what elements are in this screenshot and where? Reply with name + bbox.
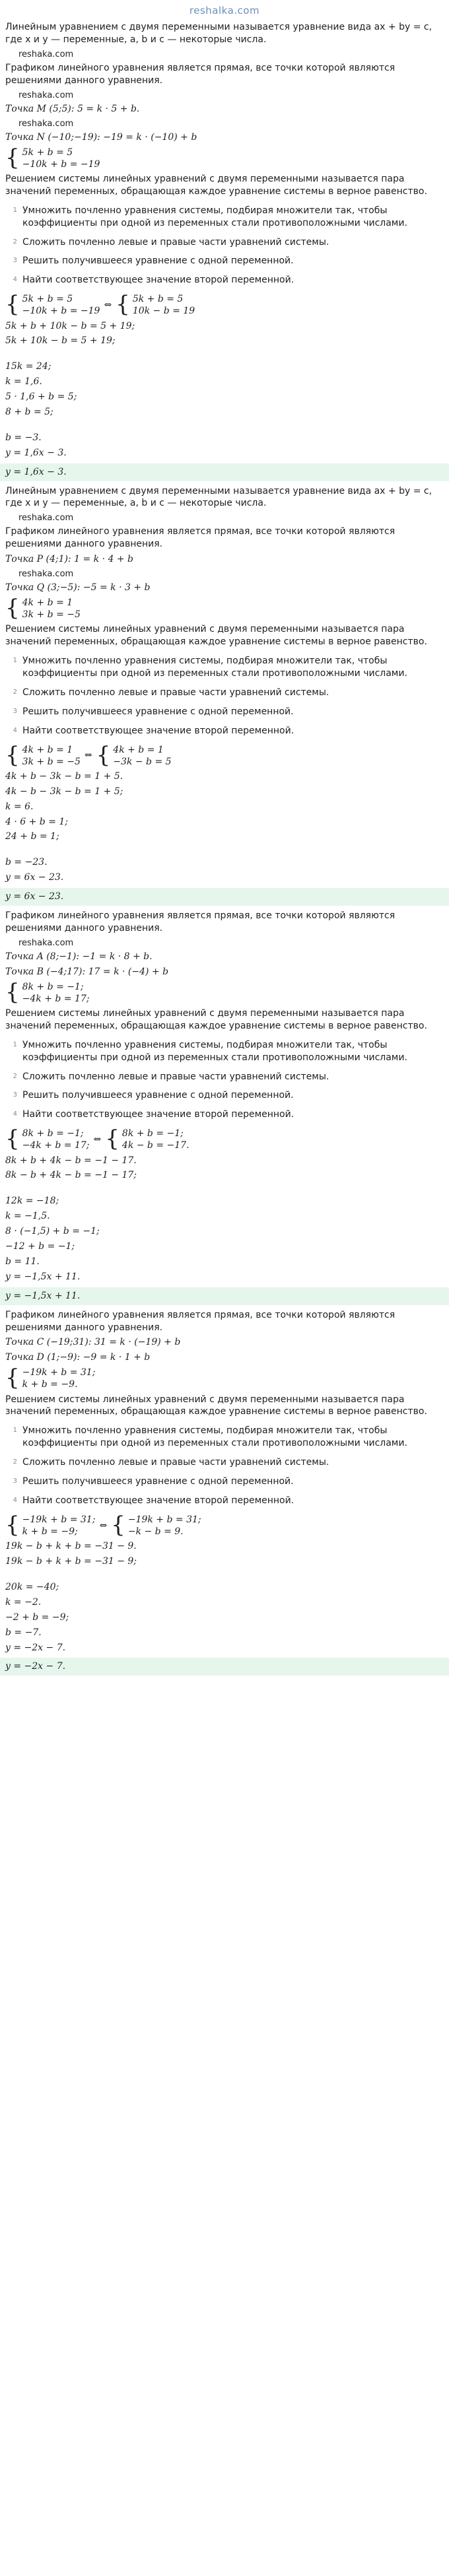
step-item: 3 Решить получившееся уравнение с одной переменной. <box>13 1090 294 1101</box>
system-line: −4k + b = 17; <box>22 1140 90 1151</box>
calc-line: 4k + b − 3k − b = 1 + 5. <box>5 770 123 782</box>
calc-line: −12 + b = −1; <box>5 1241 75 1252</box>
step-text: Сложить почленно левые и правые части уравнений системы. <box>22 236 329 248</box>
brace-icon: { <box>111 1511 125 1538</box>
brace-icon: { <box>5 291 20 318</box>
step-item: 4 Найти соответствующее значение второй переменной. <box>13 275 294 286</box>
system-line: −k − b = 9. <box>127 1526 184 1537</box>
step-item: 3 Решить получившееся уравнение с одной переменной. <box>13 706 294 717</box>
brace-icon: { <box>105 1126 120 1153</box>
system-line: 8k + b = −1; <box>22 1128 84 1139</box>
step-item: 1 Умножить почленно уравнения системы, подбирая множители так, чтобы коэффициенты при одной из переменных стали противоположными числами. <box>5 1425 444 1450</box>
steps-list <box>5 1039 444 1121</box>
steps-list <box>5 205 444 287</box>
section-3 <box>5 910 444 1305</box>
step-text: Найти соответствующее значение второй переменной. <box>22 725 294 736</box>
calc-line: b = −23. <box>5 857 48 868</box>
intro-linear: Линейным уравнением с двумя переменными называется уравнение вида ax + by = c, где x и y — переменные, a, b и c — некоторые числа. <box>5 485 432 509</box>
system-line: 8k + b = −1; <box>22 981 84 992</box>
brace-icon: { <box>5 594 20 621</box>
calc-line: 15k = 24; <box>5 361 52 372</box>
calc-line: 8 + b = 5; <box>5 407 53 418</box>
system-definition: Решением системы линейных уравнений с двумя переменными называется пара значений переменных, обращающая каждое уравнение системы в верное равенство. <box>5 173 427 197</box>
system-line: 4k − b = −17. <box>121 1140 190 1151</box>
step-text: Найти соответствующее значение второй переменной. <box>22 275 294 286</box>
watermark: reshaka.com <box>18 569 74 580</box>
equation-system-transform <box>5 293 444 317</box>
equation-system <box>5 978 444 1005</box>
system-line: 5k + b = 5 <box>22 294 73 305</box>
step-text: Решить получившееся уравнение с одной переменной. <box>22 706 294 717</box>
point-line: Точка B (−4;17): 17 = k · (−4) + b <box>5 966 169 977</box>
step-item: 4 Найти соответствующее значение второй переменной. <box>13 725 294 736</box>
answer: y = −2x − 7. <box>0 1658 449 1676</box>
calc-line: k = 1,6. <box>5 376 42 388</box>
point-line: Точка C (−19;31): 31 = k · (−19) + b <box>5 1337 181 1348</box>
step-item: 2 Сложить почленно левые и правые части уравнений системы. <box>13 687 329 698</box>
brace-icon: { <box>5 1365 20 1392</box>
section-4 <box>5 1309 444 1676</box>
step-text: Умножить почленно уравнения системы, подбирая множители так, чтобы коэффициенты при одной из переменных стали противоположными числами. <box>22 205 407 228</box>
calc-line: 8k − b + 4k − b = −1 − 17; <box>5 1170 137 1181</box>
system-line: 3k + b = −5 <box>22 609 81 621</box>
watermark: reshaka.com <box>18 90 74 100</box>
step-item: 1 Умножить почленно уравнения системы, подбирая множители так, чтобы коэффициенты при одной из переменных стали противоположными числами. <box>5 1039 444 1064</box>
steps-list <box>5 1425 444 1507</box>
equation-system <box>5 594 444 621</box>
point-line: Точка Q (3;−5): −5 = k · 3 + b <box>5 582 151 593</box>
step-text: Найти соответствующее значение второй переменной. <box>22 1495 294 1506</box>
system-line: 4k + b = 1 <box>113 744 164 755</box>
system-line: 10k − b = 19 <box>132 306 195 317</box>
step-text: Решить получившееся уравнение с одной переменной. <box>22 1476 294 1487</box>
system-line: 3k + b = −5 <box>22 756 81 767</box>
system-definition: Решением системы линейных уравнений с двумя переменными называется пара значений переменных, обращающая каждое уравнение системы в верное равенство. <box>5 1007 427 1031</box>
watermark: reshaka.com <box>18 937 74 948</box>
calc-line: k = −2. <box>5 1596 42 1608</box>
site-header[interactable]: reshalka.com <box>189 5 260 17</box>
graph-definition: Графиком линейного уравнения является прямая, все точки которой являются решениями данного уравнения. <box>5 526 396 550</box>
step-text: Умножить почленно уравнения системы, подбирая множители так, чтобы коэффициенты при одной из переменных стали противоположными числами. <box>22 1039 407 1063</box>
system-line: k + b = −9. <box>22 1379 78 1390</box>
system-line: k + b = −9; <box>22 1526 78 1537</box>
calc-line: b = 11. <box>5 1256 40 1267</box>
calc-line: 8 · (−1,5) + b = −1; <box>5 1226 100 1237</box>
section-2 <box>5 485 444 906</box>
system-line: 4k + b = 1 <box>22 744 73 755</box>
system-line: 5k + b = 5 <box>22 147 73 158</box>
system-definition: Решением системы линейных уравнений с двумя переменными называется пара значений переменных, обращающая каждое уравнение системы в верное равенство. <box>5 1394 427 1417</box>
step-text: Решить получившееся уравнение с одной переменной. <box>22 1090 294 1101</box>
calc-line: y = −1,5x + 11. <box>5 1271 81 1282</box>
calc-line: 4 · 6 + b = 1; <box>5 816 69 827</box>
step-item: 3 Решить получившееся уравнение с одной переменной. <box>13 1476 294 1487</box>
calc-line: y = 1,6x − 3. <box>5 447 67 458</box>
graph-definition: Графиком линейного уравнения является прямая, все точки которой являются решениями данного уравнения. <box>5 1309 396 1333</box>
system-line: 8k + b = −1; <box>121 1128 184 1139</box>
watermark: reshaka.com <box>18 118 74 129</box>
answer: y = −1,5x + 11. <box>0 1287 449 1305</box>
graph-definition: Графиком линейного уравнения является прямая, все точки которой являются решениями данного уравнения. <box>5 63 396 86</box>
brace-icon: { <box>5 741 20 768</box>
calc-line: 19k − b + k + b = −31 − 9. <box>5 1541 137 1552</box>
equivalence-arrow-icon: ⇔ <box>84 750 92 761</box>
answer: y = 1,6x − 3. <box>0 463 449 481</box>
step-text: Умножить почленно уравнения системы, подбирая множители так, чтобы коэффициенты при одной из переменных стали противоположными числами. <box>22 656 407 679</box>
calc-line: b = −3. <box>5 432 42 443</box>
equivalence-arrow-icon: ⇔ <box>104 299 112 310</box>
point-line: Точка M (5;5): 5 = k · 5 + b. <box>5 103 140 114</box>
calc-line: 19k − b + k + b = −31 − 9; <box>5 1556 137 1567</box>
calc-line: −2 + b = −9; <box>5 1611 69 1623</box>
step-text: Сложить почленно левые и правые части уравнений системы. <box>22 1457 329 1468</box>
system-line: 5k + b = 5 <box>132 294 184 305</box>
step-item: 1 Умножить почленно уравнения системы, подбирая множители так, чтобы коэффициенты при одной из переменных стали противоположными числами. <box>5 655 444 680</box>
equation-system-transform <box>5 741 444 768</box>
step-item: 3 Решить получившееся уравнение с одной переменной. <box>13 255 294 267</box>
equation-system-transform <box>5 1128 444 1151</box>
step-item: 2 Сложить почленно левые и правые части уравнений системы. <box>13 1071 329 1082</box>
calc-line: 20k = −40; <box>5 1581 59 1592</box>
system-line: −19k + b = 31; <box>22 1367 96 1378</box>
step-text: Сложить почленно левые и правые части уравнений системы. <box>22 687 329 698</box>
answer: y = 6x − 23. <box>0 888 449 906</box>
brace-icon: { <box>116 291 130 318</box>
point-line: Точка P (4;1): 1 = k · 4 + b <box>5 554 133 565</box>
calc-line: y = −2x − 7. <box>5 1642 66 1653</box>
system-line: −10k + b = −19 <box>22 306 100 317</box>
point-line: Точка A (8;−1): −1 = k · 8 + b. <box>5 951 153 962</box>
calc-line: k = 6. <box>5 801 34 812</box>
equation-system-transform <box>5 1511 444 1538</box>
step-text: Решить получившееся уравнение с одной переменной. <box>22 255 294 267</box>
steps-list <box>5 655 444 737</box>
step-text: Умножить почленно уравнения системы, подбирая множители так, чтобы коэффициенты при одной из переменных стали противоположными числами. <box>22 1425 407 1449</box>
system-line: −10k + b = −19 <box>22 158 100 170</box>
step-item: 2 Сложить почленно левые и правые части уравнений системы. <box>13 1457 329 1468</box>
equation-system <box>5 144 444 171</box>
brace-icon: { <box>5 1511 20 1538</box>
system-line: −19k + b = 31; <box>22 1514 96 1525</box>
step-item: 1 Умножить почленно уравнения системы, подбирая множители так, чтобы коэффициенты при одной из переменных стали противоположными числами. <box>5 205 444 230</box>
system-line: −19k + b = 31; <box>127 1514 201 1525</box>
point-line: Точка N (−10;−19): −19 = k · (−10) + b <box>5 131 197 143</box>
step-text: Найти соответствующее значение второй переменной. <box>22 1109 294 1120</box>
equivalence-arrow-icon: ⇔ <box>93 1134 102 1145</box>
step-item: 2 Сложить почленно левые и правые части уравнений системы. <box>13 236 329 248</box>
calc-line: 12k = −18; <box>5 1196 59 1207</box>
point-line: Точка D (1;−9): −9 = k · 1 + b <box>5 1352 151 1363</box>
system-line: 4k + b = 1 <box>22 597 73 608</box>
watermark: reshaka.com <box>18 50 74 60</box>
step-item: 4 Найти соответствующее значение второй переменной. <box>13 1495 294 1506</box>
system-line: −3k − b = 5 <box>113 756 172 767</box>
section-1 <box>5 21 444 481</box>
calc-line: b = −7. <box>5 1627 42 1638</box>
watermark: reshaka.com <box>18 513 74 524</box>
system-definition: Решением системы линейных уравнений с двумя переменными называется пара значений переменных, обращающая каждое уравнение системы в верное равенство. <box>5 624 427 648</box>
equation-system <box>5 1367 444 1390</box>
calc-line: y = 6x − 23. <box>5 872 64 883</box>
calc-line: k = −1,5. <box>5 1211 50 1222</box>
calc-line: 5 · 1,6 + b = 5; <box>5 391 77 403</box>
calc-line: 24 + b = 1; <box>5 831 59 842</box>
step-item: 4 Найти соответствующее значение второй переменной. <box>13 1109 294 1120</box>
calc-line: 8k + b + 4k − b = −1 − 17. <box>5 1155 137 1166</box>
brace-icon: { <box>96 741 111 768</box>
system-line: −4k + b = 17; <box>22 993 90 1004</box>
brace-icon: { <box>5 1126 20 1153</box>
step-text: Сложить почленно левые и правые части уравнений системы. <box>22 1071 329 1082</box>
equivalence-arrow-icon: ⇔ <box>99 1520 108 1531</box>
calc-line: 5k + 10k − b = 5 + 19; <box>5 335 116 347</box>
calc-line: 4k − b − 3k − b = 1 + 5; <box>5 786 123 797</box>
graph-definition: Графиком линейного уравнения является прямая, все точки которой являются решениями данного уравнения. <box>5 910 396 933</box>
calc-line: 5k + b + 10k − b = 5 + 19; <box>5 320 135 331</box>
brace-icon: { <box>5 144 20 171</box>
brace-icon: { <box>5 978 20 1005</box>
intro-linear: Линейным уравнением с двумя переменными называется уравнение вида ax + by = c, где x и y — переменные, a, b и c — некоторые числа. <box>5 22 432 46</box>
